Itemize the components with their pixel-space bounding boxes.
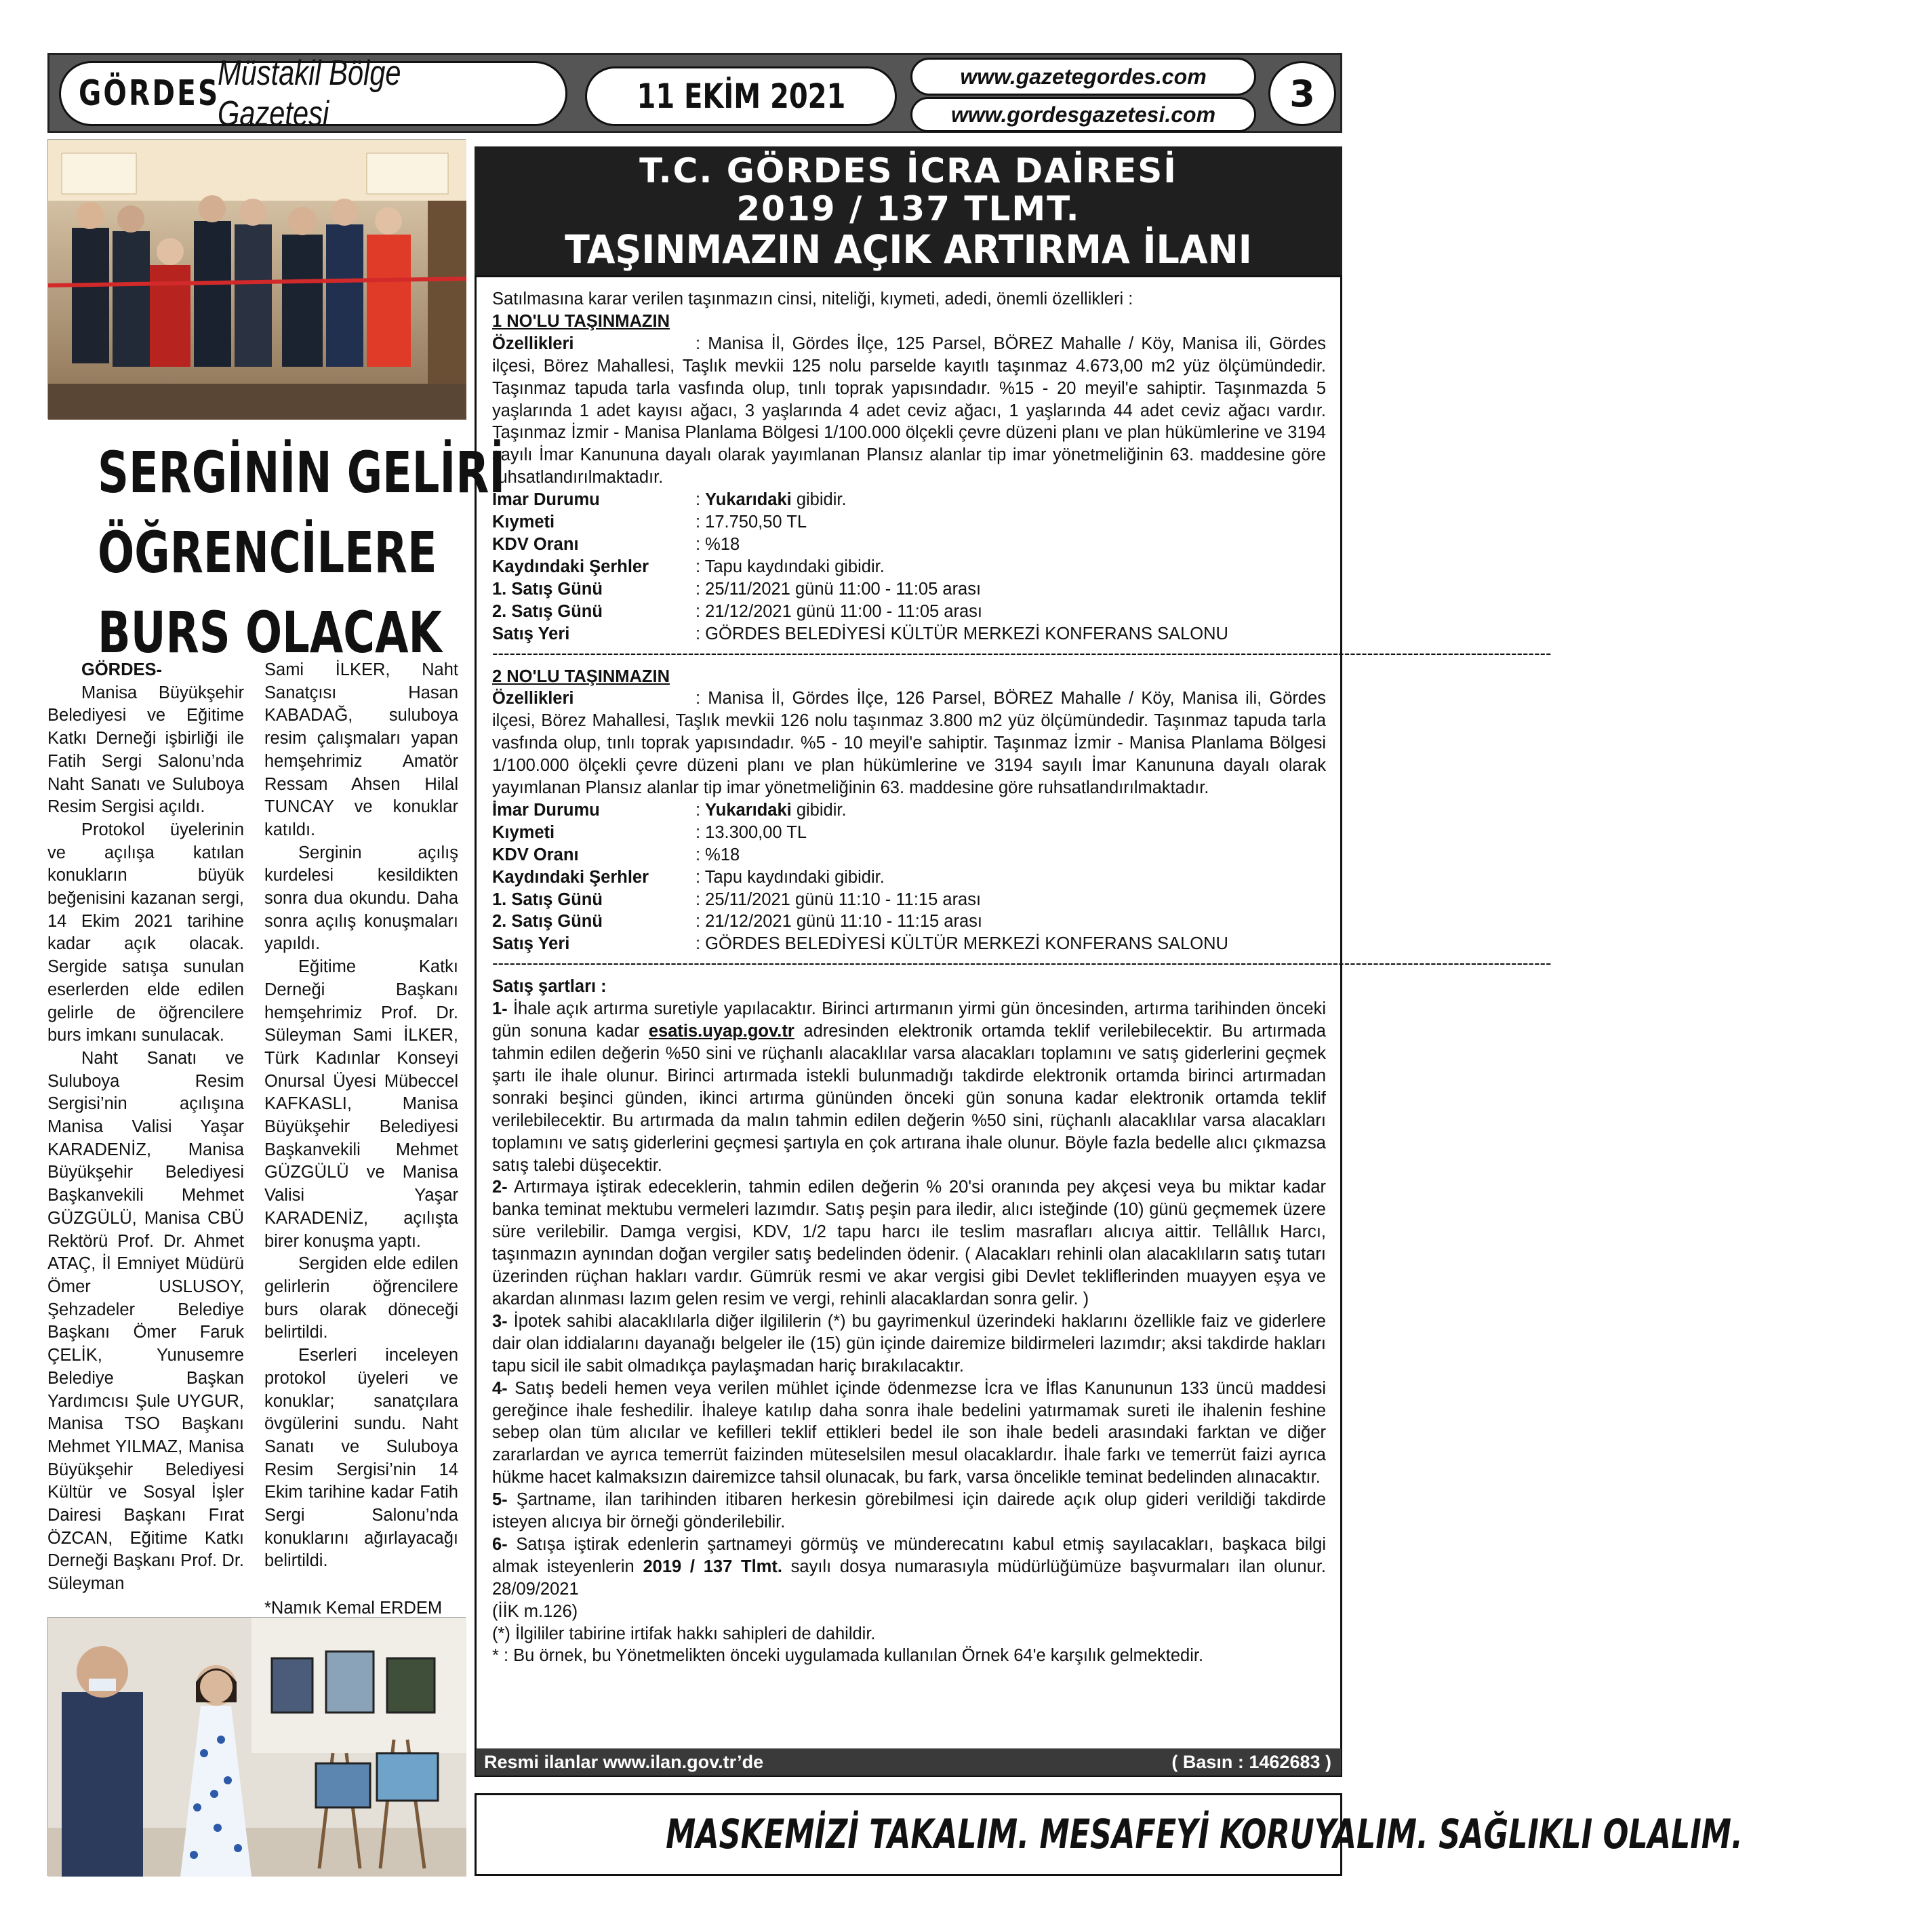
property-1: [492, 311, 1326, 645]
property-1-row: İmar Durumu : Yukarıdaki gibidir.: [492, 490, 847, 510]
condition-4: 4- Satış bedeli hemen veya verilen mühlet içinde ödenmezse İcra ve İflas Kanununun 133 üncü maddesi gereğince ihale feshedilir. İhaleye katılıp daha sonra ihale bedelini yatırmamak sureti ile ihalenin feshine sebep olan tüm alıcılar ve kefilleri teklif ettikleri bedel ile son ihale bedeli arasındaki farktan ve diğer zararlardan ve ayrıca temerrüt faizinden müteselsilen mesul olacaklardır. İhale farkı ve temerrüt faizi ayrıca hükme hacet kalmaksızın dairemizce tahsil olunacak, bu fark, varsa öncelikle teminat bedelinden alınacaktır.: [492, 1378, 1326, 1487]
website-link-2[interactable]: www.gordesgazetesi.com: [950, 102, 1216, 127]
condition-6: 6- Satışa iştirak edenlerin şartnameyi görmüş ve münderecatını kabul etmiş sayılacakları, başkaca bilgi almak isteyenlerin 2019 / 137 Tlmt. sayılı dosya numarasıyla müdürlüğümüze başvurmaları ilan olunur. 28/09/2021: [492, 1534, 1326, 1599]
note-3: * : Bu örnek, bu Yönetmelikten önceki uygulamada kullanılan Örnek 64'e karşılık gelmektedir.: [492, 1646, 1204, 1666]
exhibition-illustration: [48, 1618, 466, 1877]
property-2-row: Satış Yeri : GÖRDES BELEDİYESİ KÜLTÜR MERKEZİ KONFERANS SALONU: [492, 934, 1228, 954]
notice-header: [475, 146, 1342, 275]
condition-5: 5- Şartname, ilan tarihinden itibaren herkesin görebilmesi için dairede açık olup gideri verildiği takdirde isteyen alıcıya bir örneği gönderilebilir.: [492, 1490, 1326, 1532]
article-author: *Namık Kemal ERDEM: [264, 1599, 443, 1618]
article-paragraph: Serginin açılış kurdelesi kesildikten sonra dua okundu. Daha sonra açılış konuşmaları yapıldı.: [264, 843, 458, 954]
condition-1: 1- İhale açık artırma suretiyle yapılacaktır. Birinci artırmanın yirmi gün öncesinden, artırma tarihinden önceki gün sonuna kadar esatis.uyap.gov.tr adresinden elektronik ortamda teklif verilebilecektir. Bu artırmada tahmin edilen değerin %50 sini ve rüçhanlı alacaklılar varsa alacakları toplamını ve satış giderlerini geçmek şartı ile ihale olunur. Birinci artırmada istekli bulunmadığı takdirde elektronik ortamda birinci artırmadan sonraki beşinci günden, ikinci artırma gününden önceki gün sonuna kadar elektronik ortamda teklif verilebilecektir. Bu artırmada da malın tahmin edilen değerin %50 sini, rüçhanlı alacaklılar varsa alacakları toplamını ve satış giderlerini geçmesi şartıyla en çok artırana ihale olunur. Böyle fazla bedelle alıcı çıkmazsa satış talebi düşecektir.: [492, 999, 1326, 1175]
notice-title-line-2: 2019 / 137 TLMT.: [736, 189, 1081, 228]
property-1-row: 2. Satış Günü : 21/12/2021 günü 11:00 - 11:05 arası: [492, 601, 982, 621]
property-2: [492, 666, 1326, 956]
url-pill-1[interactable]: [910, 58, 1256, 96]
article-paragraph: Protokol üyelerinin ve açılışa katılan konukların büyük beğenisini kazanan sergi, 14 Ekim 2021 tarihine kadar açık olacak. Sergide satışa sunulan eserlerden elde edilen gelirle de öğrencilere burs imkanı sunulacak.: [47, 820, 244, 1045]
property-1-row: Satış Yeri : GÖRDES BELEDİYESİ KÜLTÜR MERKEZİ KONFERANS SALONU: [492, 624, 1228, 643]
article-column-2: [264, 659, 458, 1620]
condition-2: 2- Artırmaya iştirak edeceklerin, tahmin edilen değerin % 20'si oranında pey akçesi veya bu miktar kadar banka teminat mektubu vermeleri lazımdır. Satış peşin para iledir, alıcı isteğinde (10) günü geçmemek üzere süre verilebilir. Damga vergisi, KDV, 1/2 tapu harcı ile teslim masrafları alıcıya aittir. Tellâllık Harcı, taşınmazın aynından doğan vergiler satış bedelinden ödenir. ( Alacakları rehinli olan alacaklıların satış tutarı üzerinden rüçhan hakları vardır. Gümrük resmi ve akar vergisi gibi Devlet tekliflerinden muayyen eşya ve akardan alınması lazım gelen resim ve vergi, rehinli alacaklardan sonra gelir. ): [492, 1178, 1326, 1308]
dashed-separator: ----------------------------------------------------------------------------------------------------------------------------------------------------------------------------------------: [492, 954, 1552, 974]
note-1: (İİK m.126): [492, 1601, 578, 1621]
date-pill: [585, 66, 897, 126]
property-2-row: Kıymeti : 13.300,00 TL: [492, 822, 807, 842]
esatis-link[interactable]: esatis.uyap.gov.tr: [648, 1022, 794, 1041]
url-pill-2[interactable]: [910, 97, 1256, 132]
property-1-title: 1 NO'LU TAŞINMAZIN: [492, 311, 670, 331]
notice-footer: [476, 1748, 1341, 1776]
notice-body: [492, 288, 1552, 1667]
slogan-box: [475, 1793, 1743, 1876]
page-number: 3: [1289, 72, 1315, 115]
property-1-row: Kaydındaki Şerhler : Tapu kaydındaki gibidir.: [492, 557, 885, 576]
article-paragraph: Naht Sanatı ve Suluboya Resim Sergisi’nin açılışına Manisa Valisi Yaşar KARADENİZ, Manisa Büyükşehir Belediyesi Başkanvekili Mehmet GÜZGÜLÜ, Manisa CBÜ Rektörü Prof. Dr. Ahmet ATAÇ, İl Emniyet Müdürü Ömer USLUSOY, Şehzadeler Belediye Başkanı Ömer Faruk ÇELİK, Yunusemre Belediye Başkan Yardımcısı Şule UYGUR, Manisa TSO Başkanı Mehmet YILMAZ, Manisa Büyükşehir Belediyesi Kültür ve Sosyal İşler Dairesi Başkanı Fırat ÖZCAN, Eğitime Katkı Derneği Başkanı Prof. Dr. Süleyman: [47, 1048, 244, 1594]
property-2-row: KDV Oranı : %18: [492, 845, 740, 864]
dashed-separator: ----------------------------------------------------------------------------------------------------------------------------------------------------------------------------------------: [492, 643, 1552, 663]
property-2-row: Kaydındaki Şerhler : Tapu kaydındaki gibidir.: [492, 867, 885, 887]
brand-pill: [59, 54, 567, 134]
dateline: GÖRDES-: [81, 660, 163, 679]
notice-intro: Satılmasına karar verilen taşınmazın cinsi, niteliği, kıymeti, adedi, önemli özellikleri :: [492, 289, 1133, 308]
property-2-row: 1. Satış Günü : 25/11/2021 günü 11:10 - 11:15 arası: [492, 889, 982, 909]
property-2-title: 2 NO'LU TAŞINMAZIN: [492, 666, 670, 686]
health-slogan: MASKEMİZİ TAKALIM. MESAFEYİ KORUYALIM. SAĞLIKLI OLALIM.: [666, 1811, 1743, 1858]
article-paragraph: Eğitime Katkı Derneği Başkanı hemşehrimiz Prof. Dr. Süleyman Sami İLKER, Türk Kadınlar Konseyi Onursal Üyesi Mübeccel KAFKASLI, Manisa Büyükşehir Belediyesi Başkanvekili Mehmet GÜZGÜLÜ ve Manisa Valisi Yaşar KARADENİZ, açılışta birer konuşma yaptı.: [264, 957, 458, 1251]
property-1-row: Kıymeti : 17.750,50 TL: [492, 513, 807, 532]
property-1-row: 1. Satış Günü : 25/11/2021 günü 11:00 - 11:05 arası: [492, 579, 982, 599]
condition-3: 3- İpotek sahibi alacaklılarla diğer ilgililerin (*) bu gayrimenkul üzerindeki haklarını özellikle faiz ve giderlere dair olan iddialarını dayanağı belgeler ile (15) gün içinde dairemize bildirmeleri lazımdır; aksi takdirde hakları tapu sicil ile sabit olmadıkça paylaşmadan hariç bırakılacaktır.: [492, 1311, 1326, 1376]
headline-line-1: SERGİNİN GELİRİ: [98, 439, 506, 506]
property-1-features: Özellikleri : Manisa İl, Gördes İlçe, 125 Parsel, BÖREZ Mahalle / Köy, Manisa ili, Gördes ilçesi, Börez Mahallesi, Taşlık mevkii 125 nolu parselde kayıtlı taşınmaz 4.673,00 m2 yüz ölçümündedir. Taşınmaz tapuda tarla vasfında olup, tınlı toprak yapısındadır. %15 - 20 meyil'e sahiptir. Taşınmazda 5 yaşlarında 1 adet kayısı ağacı, 3 yaşlarında 4 adet ceviz ağacı, 1 yaşlarında 44 adet ceviz ağacı vardır. Taşınmaz İzmir - Manisa Planlama Bölgesi 1/100.000 ölçekli çevre düzeni planı ve plan hükümlerine ve 3194 sayılı İmar Kanununa dayalı olarak yayımlanan Plansız alanlar tip imar yönetmeliğinin 63. maddesine göre ruhsatlandırılmaktadır.: [492, 334, 1326, 487]
headline-line-2: ÖĞRENCİLERE: [98, 519, 437, 586]
official-ads-link[interactable]: Resmi ilanlar www.ilan.gov.tr’de: [484, 1752, 764, 1772]
ribbon-cutting-photo: [47, 139, 466, 419]
article-paragraph: Eserleri inceleyen protokol üyeleri ve konuklar; sanatçılara övgülerini sundu. Naht Sanatı ve Suluboya Resim Sergisi’nin 14 Ekim tarihine kadar Fatih Sergi Salonu’nda konuklarını ağırlayacağı belirtildi.: [264, 1346, 458, 1571]
article-paragraph: Sergiden elde edilen gelirlerin öğrencilere burs olarak döneceği belirtildi.: [264, 1254, 458, 1342]
property-1-row: KDV Oranı : %18: [492, 534, 740, 554]
conditions-title: Satış şartları :: [492, 977, 607, 997]
article-paragraph: Manisa Büyükşehir Belediyesi ve Eğitime Katkı Derneği işbirliği ile Fatih Sergi Salonu’nda Naht Sanatı ve Suluboya Resim Sergisi açıldı.: [47, 683, 244, 817]
property-2-row: 2. Satış Günü : 21/12/2021 günü 11:10 - 11:15 arası: [492, 912, 982, 932]
ribbon-cutting-illustration: [48, 140, 466, 420]
article-paragraph: Sami İLKER, Naht Sanatçısı Hasan KABADAĞ, suluboya resim çalışmaları yapan hemşehrimiz Amatör Ressam Ahsen Hilal TUNCAY ve konuklar katıldı.: [264, 660, 458, 839]
notice-title-line-3: TAŞINMAZIN AÇIK ARTIRMA İLANI: [565, 226, 1252, 273]
brand-name: GÖRDES: [79, 73, 220, 114]
masthead: [47, 53, 1342, 133]
note-2: (*) İlgililer tabirine irtifak hakkı sahipleri de dahildir.: [492, 1624, 876, 1643]
property-2-row: İmar Durumu : Yukarıdaki gibidir.: [492, 800, 847, 820]
article-column-1: [47, 659, 244, 1596]
website-link-1[interactable]: www.gazetegordes.com: [960, 64, 1207, 89]
notice-title-line-1: T.C. GÖRDES İCRA DAİRESİ: [639, 151, 1178, 191]
issue-date: 11 EKİM 2021: [637, 77, 845, 116]
property-2-features: Özellikleri : Manisa İl, Gördes İlçe, 126 Parsel, BÖREZ Mahalle / Köy, Manisa ili, Gördes ilçesi, Börez Mahallesi, Taşlık mevkii 126 nolu taşınmaz 3.800 m2 yüz ölçümündedir. Taşınmaz tapuda tarla vasfında olup, tınlı toprak yapısındadır. %5 - 10 meyil'e sahiptir. Taşınmaz İzmir - Manisa Planlama Bölgesi 1/100.000 ölçekli çevre düzeni planı ve plan hükümlerine ve 3194 sayılı İmar Kanununa dayalı olarak yayımlanan Plansız alanlar tip imar yönetmeliğinin 63. maddesine göre ruhsatlandırılmaktadır.: [492, 689, 1326, 798]
article-headline: [47, 433, 506, 673]
exhibition-photo: [47, 1617, 466, 1876]
headline-line-3: BURS OLACAK: [98, 599, 442, 666]
page-number-pill: [1268, 61, 1336, 126]
press-number: ( Basın : 1462683 ): [1171, 1752, 1331, 1772]
brand-subtitle: Müstakil Bölge Gazetesi: [218, 54, 401, 134]
